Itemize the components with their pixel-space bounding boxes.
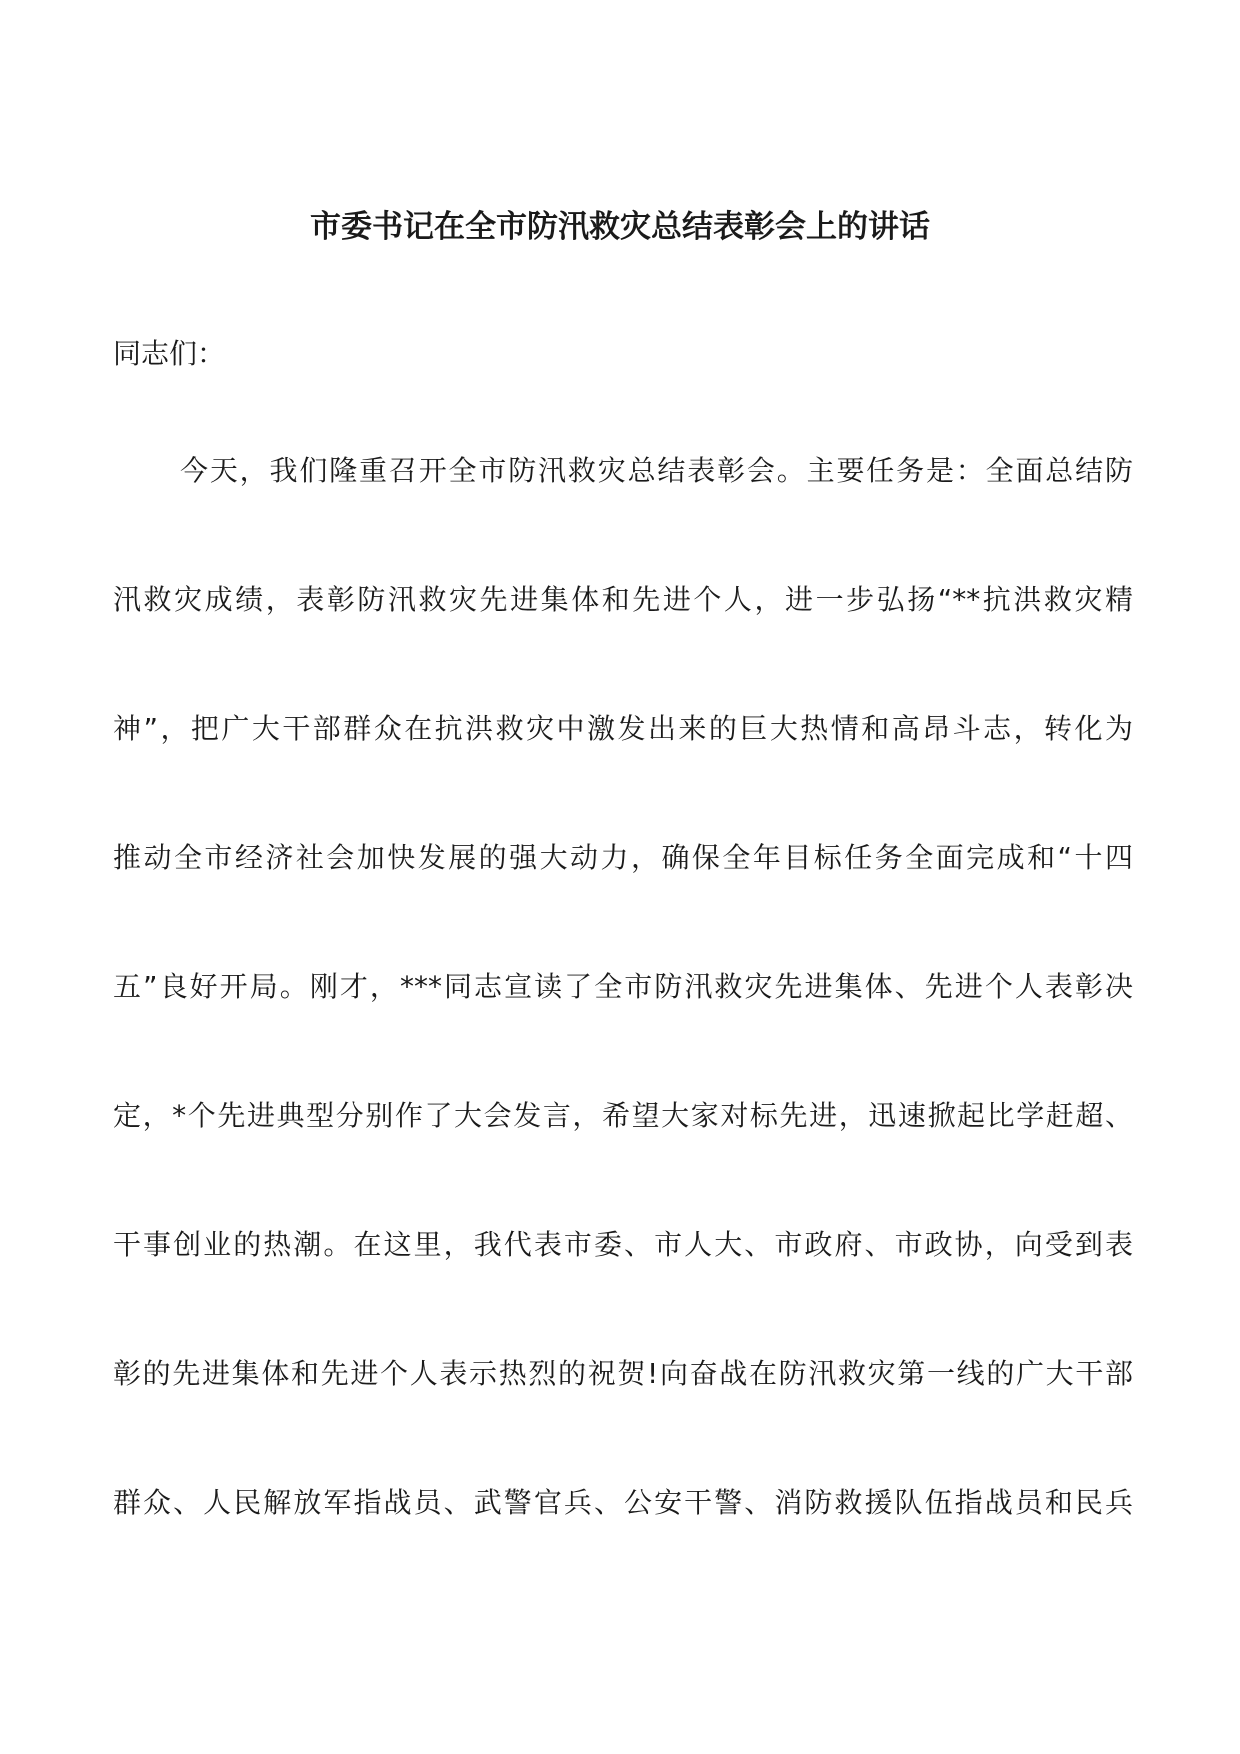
paragraph-line: 彰的先进集体和先进个人表示热烈的祝贺!向奋战在防汛救灾第一线的广大干部	[113, 1357, 1133, 1390]
paragraph-line: 神”，把广大干部群众在抗洪救灾中激发出来的巨大热情和高昂斗志，转化为	[113, 712, 1133, 745]
paragraph-line: 定，*个先进典型分别作了大会发言，希望大家对标先进，迅速掀起比学赶超、	[113, 1099, 1133, 1132]
paragraph-line: 干事创业的热潮。在这里，我代表市委、市人大、市政府、市政协，向受到表	[113, 1228, 1133, 1261]
document-title: 市委书记在全市防汛救灾总结表彰会上的讲话	[310, 209, 930, 245]
paragraph-line: 汛救灾成绩，表彰防汛救灾先进集体和先进个人，进一步弘扬“**抗洪救灾精	[113, 583, 1133, 616]
paragraph-line: 今天，我们隆重召开全市防汛救灾总结表彰会。主要任务是：全面总结防	[180, 454, 1133, 487]
salutation: 同志们：	[113, 337, 226, 370]
paragraph-line: 五”良好开局。刚才，***同志宣读了全市防汛救灾先进集体、先进个人表彰决	[113, 970, 1133, 1003]
paragraph-line: 群众、人民解放军指战员、武警官兵、公安干警、消防救援队伍指战员和民兵	[113, 1486, 1133, 1519]
paragraph-line: 推动全市经济社会加快发展的强大动力，确保全年目标任务全面完成和“十四	[113, 841, 1133, 874]
